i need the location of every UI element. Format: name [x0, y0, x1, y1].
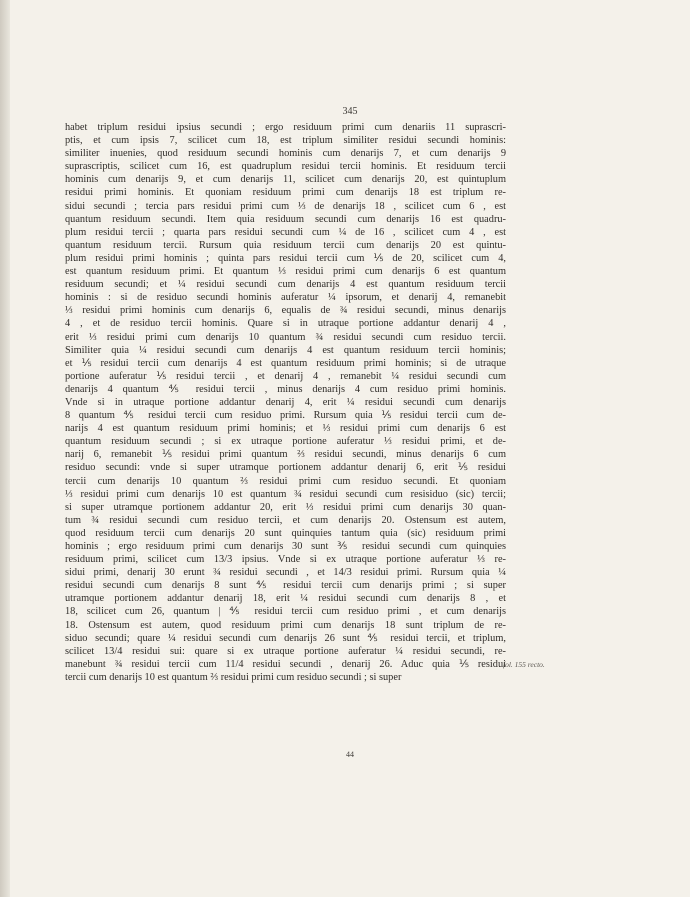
text-line: tercii cum denarijs 10 est quantum ⅔ residui primi cum residuo secundi ; si super [65, 671, 402, 683]
text-line: residuo secundi: vnde si super utramque portionem addantur denarij 6, erit ⅕ residui [65, 462, 506, 474]
text-line: ptis, et cum ipsis 7, scilicet cum 18, est triplum similiter residui secundi hominis: [65, 135, 506, 147]
latin-body-text [65, 121, 506, 684]
text-line: tercii cum denarijs 10 quantum ⅔ residui primi cum residuo secundi. Et quoniam [65, 475, 506, 487]
text-line: quantum residuum tercii. Rursum quia residuum tercii cum denarijs 20 est quintu- [65, 239, 506, 251]
text-line: 18. Ostensum est autem, quod residuum primi cum denarijs 18 sunt triplum de re- [65, 619, 506, 631]
text-line: residuum primi, scilicet cum 13/3 ipsius. Vnde si ex utraque portione auferatur ⅓ re- [65, 554, 506, 566]
text-line: ⅓ residui primi hominis cum denarijs 6, equalis de ¾ residui secundi, minus denarijs [65, 305, 506, 317]
page-number: 345 [342, 106, 358, 117]
text-line: quod residuum tercii cum denarijs 20 sunt quinquies tantum quia (sic) residuum primi [65, 527, 506, 539]
signature-mark: 44 [346, 750, 354, 759]
text-line: hominis ; ergo residuum primi cum denarijs 30 sunt ⅗ residui secundi cum quinquies [65, 541, 506, 552]
text-line: sidui primi, denarij 30 erunt ¾ residui secundi , et 14/3 residui primi. Rursum quia ¼ [65, 567, 506, 579]
book-binding-shadow [0, 0, 10, 897]
text-line: hominis : si de residuo secundi hominis auferatur ¼ ipsorum, et denarij 4, remanebit [65, 292, 506, 304]
text-line: 4 , et de residuo tercii hominis. Quare si in utraque portione addantur denarij 4 , [65, 318, 506, 330]
text-line: siduo secundi; quare ¼ residui secundi cum denarijs 26 sunt ⅘ residui tercii, et triplum, [65, 632, 506, 644]
text-line: sidui secundi ; tercia pars residui primi cum ⅓ de denarijs 18 , scilicet cum 6 , est [65, 200, 506, 212]
text-line: Vnde si in utraque portione addantur denarij 4, erit ¼ residui secundi cum denarijs [65, 396, 506, 408]
text-line: denarijs 4 quantum ⅘ residui tercii , minus denarijs 4 cum residuo primi hominis. [65, 383, 506, 395]
text-line: habet triplum residui ipsius secundi ; ergo residuum primi cum denariis 11 suprascri- [65, 122, 506, 133]
margin-folio-note: fol. 155 recto. [503, 660, 545, 669]
text-line: residui secundi cum denarijs 8 sunt ⅘ residui tercii cum denarijs primi ; si super [65, 580, 506, 592]
text-line: plum residui tercii ; quarta pars residui secundi cum ¼ de 16 , scilicet cum 4 , est [65, 226, 506, 238]
text-line: plum residui primi hominis ; quinta pars residui tercii cum ⅕ de 20, scilicet cum 4, [65, 252, 506, 264]
text-line: Similiter quia ¼ residui secundi cum denarijs 4 est quantum residuum tercii hominis; [65, 344, 506, 356]
text-line: portione auferatur ⅕ residui tercii , et denarij 4 , remanebit ¼ residui secundi cum [65, 370, 506, 382]
text-line: narijs 4 est quantum residuum primi hominis; et ⅓ residui primi cum denarijs 6 est [65, 423, 506, 435]
text-line: tum ¾ residui secundi cum residuo tercii, et cum denarijs 20. Ostensum est autem, [65, 514, 506, 526]
text-line: si super utramque portionem addantur 20, erit ⅓ residui primi cum denarijs 30 quan- [65, 501, 506, 513]
text-line: scilicet 13/4 residui sui: quare si ex utraque portione auferatur ¼ residui secundi, re- [65, 645, 506, 657]
text-line: manebunt ¾ residui tercii cum 11/4 residui secundi , denarij 26. Aduc quia ⅕ residui [65, 658, 506, 670]
text-line: erit ⅓ residui primi cum denarijs 10 quantum ¾ residui secundi cum residuo tercii. [65, 331, 506, 343]
text-line: hominis cum denarijs 9, et cum denarijs 11, scilicet cum denarijs 20, est quintuplum [65, 174, 506, 186]
text-line: ⅓ residui primi cum denarijs 10 est quantum ¾ residui secundi cum resisiduo (sic) tercii; [65, 488, 506, 500]
text-line: narij 6, remanebit ⅕ residui primi quantum ⅔ residui secundi, minus denarijs 6 cum [65, 449, 506, 461]
text-line: residuum secundi; et ¼ residui secundi cum denarijs 4 est quantum residuum tercii [65, 279, 506, 291]
text-line: quantum residuum secundi. Item quia residuum secundi cum denarijs 16 est quadru- [65, 213, 506, 225]
text-line: similiter inuenies, quod residuum secundi hominis cum denarijs 7, et cum denarijs 9 [65, 148, 506, 160]
text-line: residui primi hominis. Et quoniam residuum primi cum denarijs 18 est triplum re- [65, 187, 506, 199]
text-line: 8 quantum ⅘ residui tercii cum residuo primi. Rursum quia ⅕ residui tercii cum de- [65, 410, 506, 422]
text-line: 18, scilicet cum 26, quantum | ⅘ residui tercii cum residuo primi , et cum denarijs [65, 606, 506, 618]
text-line: utramque portionem addantur denarij 18, erit ¼ residui secundi cum denarijs 8 , et [65, 593, 506, 605]
text-line: et ⅕ residui tercii cum denarijs 4 est quantum residuum primi hominis; si de utraque [65, 357, 506, 369]
book-page [10, 0, 690, 897]
text-line: suprascriptis, scilicet cum 16, est quadruplum residui tercii hominis. Et residuum tercii [65, 161, 506, 173]
text-line: quantum residuum secundi ; si ex utraque portione auferatur ⅓ residui primi, et de- [65, 436, 506, 448]
text-line: est quantum residuum primi. Et quantum ⅓ residui primi cum denarijs 6 est quantum [65, 266, 506, 278]
